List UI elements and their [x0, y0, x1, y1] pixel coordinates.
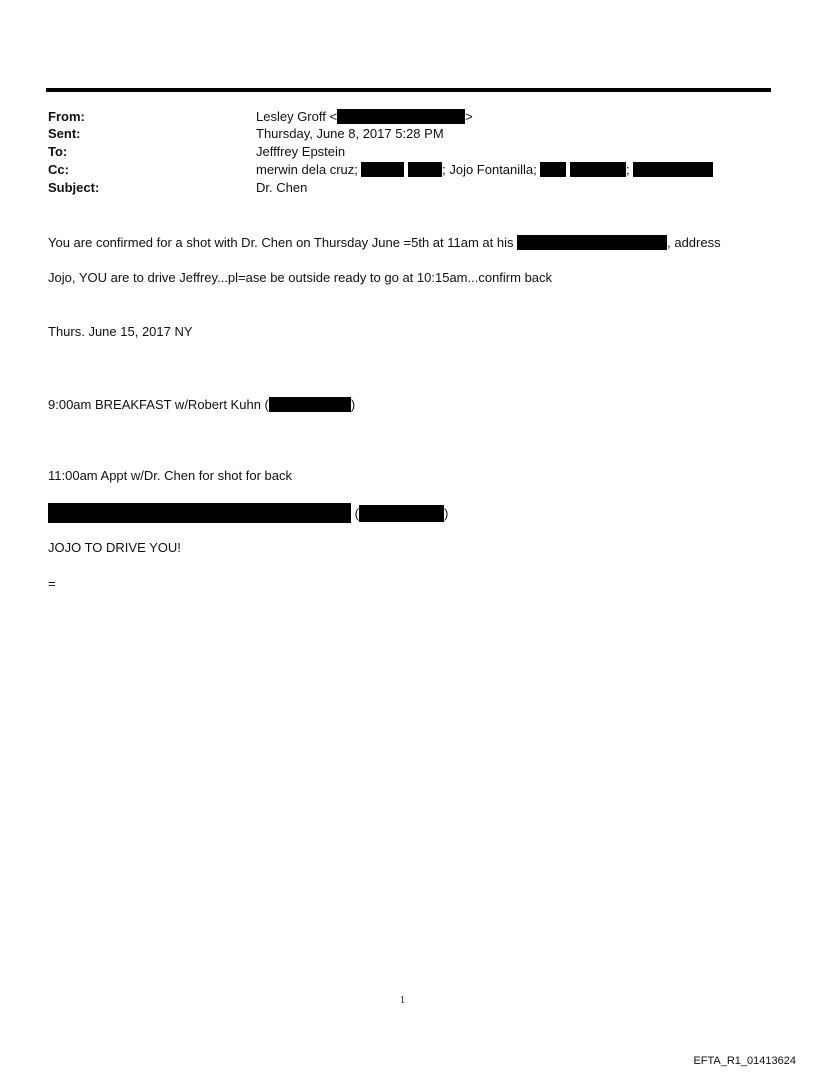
cc-part-1: merwin dela cruz; [256, 162, 362, 177]
from-close: > [465, 109, 473, 124]
body-line-driver: Jojo, YOU are to drive Jeffrey...pl=ase be outside ready to go at 10:15am...confirm back [48, 270, 553, 285]
to-label: To: [48, 144, 68, 159]
from-label: From: [48, 109, 85, 124]
to-value: Jefffrey Epstein [256, 144, 346, 159]
cc-label: Cc: [48, 162, 69, 177]
redaction-block [359, 505, 444, 522]
subject-label: Subject: [48, 180, 100, 195]
cc-part-2: ; Jojo Fontanilla; [442, 162, 541, 177]
redaction-block [570, 162, 626, 177]
header-rule [46, 88, 771, 92]
bates-number: EFTA_R1_01413624 [693, 1055, 796, 1067]
redaction-block [517, 235, 667, 250]
redaction-block [361, 162, 404, 177]
redaction-block [269, 397, 351, 412]
redaction-block [408, 162, 442, 177]
body-line-date: Thurs. June 15, 2017 NY [48, 324, 193, 339]
redaction-block [337, 109, 465, 124]
page-number: 1 [400, 995, 405, 1006]
cc-separator: ; [626, 162, 630, 177]
body-line-redacted-location: ( ) [48, 503, 448, 523]
sent-value: Thursday, June 8, 2017 5:28 PM [256, 126, 444, 141]
redaction-block [540, 162, 566, 177]
redaction-block [633, 162, 713, 177]
body-line-trailing: = [48, 576, 56, 591]
body-line-jojo-drive: JOJO TO DRIVE YOU! [48, 540, 181, 555]
from-name: Lesley Groff < [256, 109, 338, 124]
redaction-block [48, 503, 351, 523]
sent-label: Sent: [48, 126, 81, 141]
body-line-breakfast: 9:00am BREAKFAST w/Robert Kuhn ( ) [48, 397, 356, 412]
subject-value: Dr. Chen [256, 180, 308, 195]
body-line-confirmation: You are confirmed for a shot with Dr. Chen on Thursday June =5th at 11am at his , address [48, 235, 721, 250]
body-line-appointment: 11:00am Appt w/Dr. Chen for shot for back [48, 468, 292, 483]
